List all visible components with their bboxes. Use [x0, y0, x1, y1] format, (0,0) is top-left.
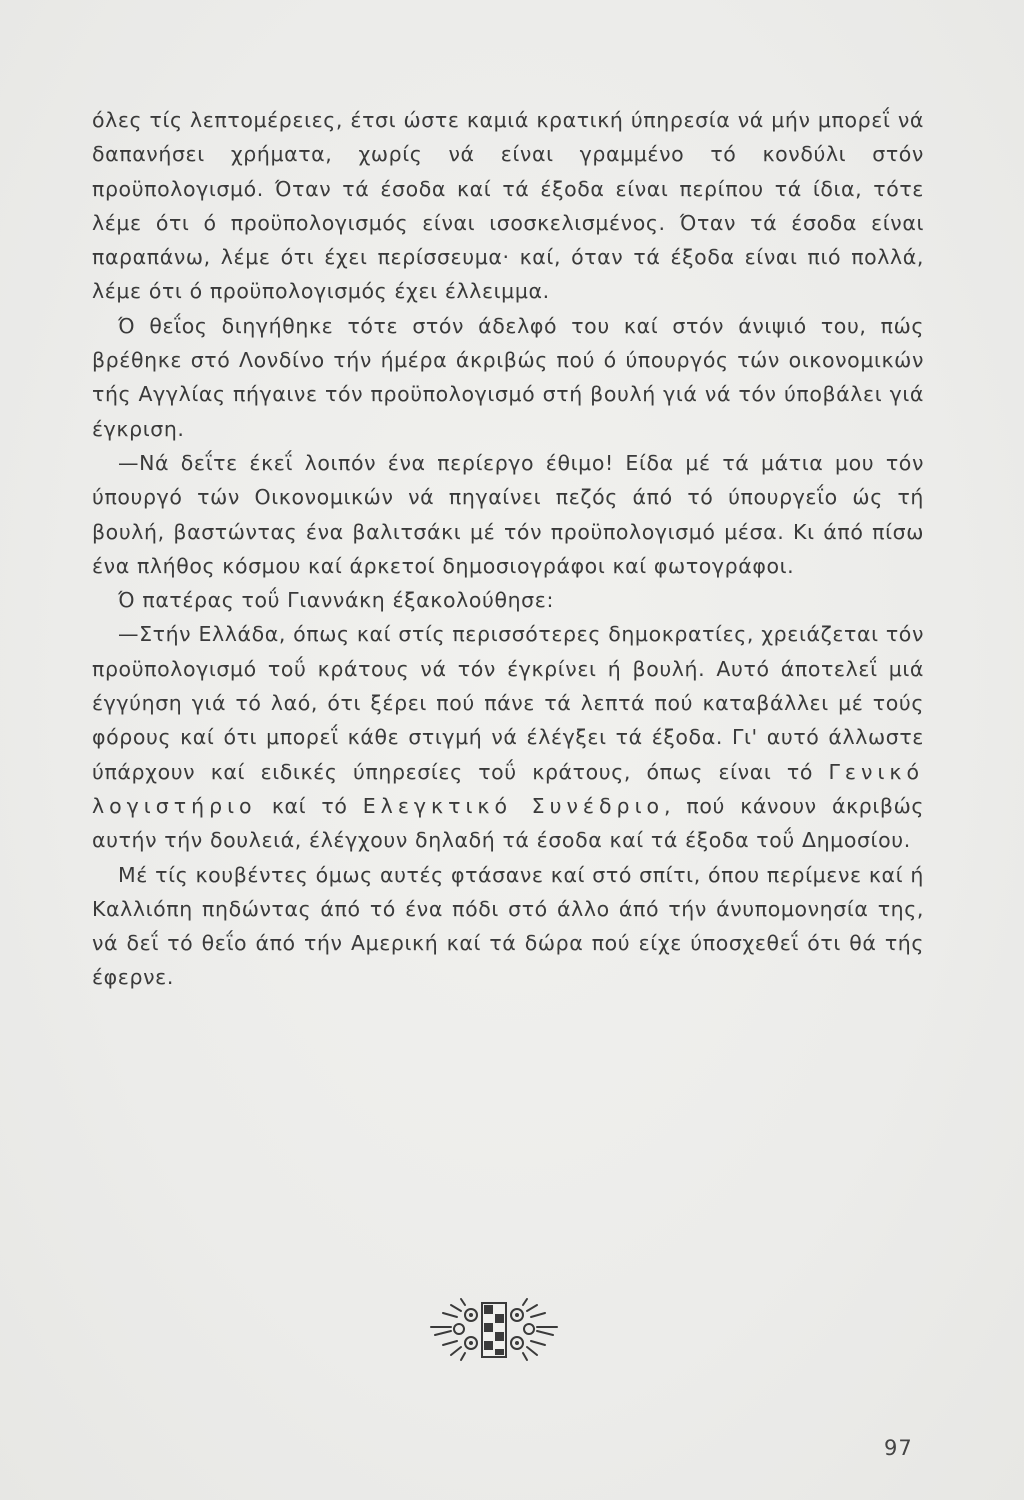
paragraph-5-part-3: , πού κάνουν άκριβώς αυτήν τήν δουλειά, έλέγχουν δηλαδή τά έσοδα καί τά έξοδα τοΰ Δημοσίου.: [92, 793, 924, 853]
paragraph-2: Ό θεΐος διηγήθηκε τότε στόν άδελφό του καί στόν άνιψιό του, πώς βρέθηκε στό Λονδίνο τήν ήμέρα άκριβώς πού ό ύπουργός τών οικονομικών τής Αγγλίας πήγαινε τόν προϋπολογισμό στή βουλή γιά νά τόν ύποβάλει γιά έγκριση.: [92, 313, 924, 441]
paragraph-6: Μέ τίς κουβέντες όμως αυτές φτάσανε καί στό σπίτι, όπου περίμενε καί ή Καλλιόπη πηδώντας άπό τό ένα πόδι στό άλλο άπό τήν άνυπομονησία της, νά δεΐ τό θεΐο άπό τήν Αμερική καί τά δώρα πού είχε ύποσχεθεΐ ότι θά τής έφερνε.: [92, 862, 924, 990]
paragraph-5-part-1: —Στήν Ελλάδα, όπως καί στίς περισσότερες δημοκρατίες, χρειάζεται τόν προϋπολογισμό τοΰ κράτους νά τόν έγκρίνει ή βουλή. Αυτό άποτελεΐ μιά έγγύηση γιά τό λαό, ότι ξέρει πού πάνε τά λεπτά πού καταβάλλει μέ τούς φόρους καί ότι μπορεΐ κάθε στιγμή νά έλέγξει τά έξοδα. Γι' αυτό άλλωστε ύπάρχουν καί ειδικές ύπηρεσίες τοΰ κράτους, όπως είναι τό: [92, 622, 924, 784]
page-number: 97: [884, 1436, 913, 1460]
paragraph-1: όλες τίς λεπτομέρειες, έτσι ώστε καμιά κρατική ύπηρεσία νά μήν μπορεΐ νά δαπανήσει χρήματα, χωρίς νά είναι γραμμένο τό κονδύλι στόν προϋπολογισμό. Όταν τά έσοδα καί τά έξοδα είναι περίπου τά ίδια, τότε λέμε ότι ό προϋπολογισμός είναι ισοσκελισμένος. Όταν τά έσοδα είναι παραπάνω, λέμε ότι έχει περίσσευμα· καί, όταν τά έξοδα είναι πιό πολλά, λέμε ότι ό προϋπολογισμός έχει έλλειμμα.: [92, 108, 924, 304]
decorative-ornament-icon: [421, 1297, 567, 1363]
emphasis-general-accounting: Γενικό λογιστήριο: [92, 759, 924, 818]
paragraph-4: Ό πατέρας τοΰ Γιαννάκη έξακολούθησε:: [118, 588, 554, 613]
paragraph-3: —Νά δεΐτε έκεΐ λοιπόν ένα περίεργο έθιμο! Είδα μέ τά μάτια μου τόν ύπουργό τών Οικονομικών νά πηγαίνει πεζός άπό τό ύπουργεΐο ώς τή βουλή, βαστώντας ένα βαλιτσάκι μέ τόν προϋπολογισμό μέσα. Κι άπό πίσω ένα πλήθος κόσμου καί άρκετοί δημοσιογράφοι καί φωτογράφοι.: [92, 450, 924, 578]
page-body-text: [92, 103, 924, 995]
emphasis-audit-court: Ελεγκτικό Συνέδριο: [362, 793, 665, 818]
paragraph-5-part-2: καί τό: [256, 793, 363, 818]
paragraph-5: [92, 617, 924, 857]
